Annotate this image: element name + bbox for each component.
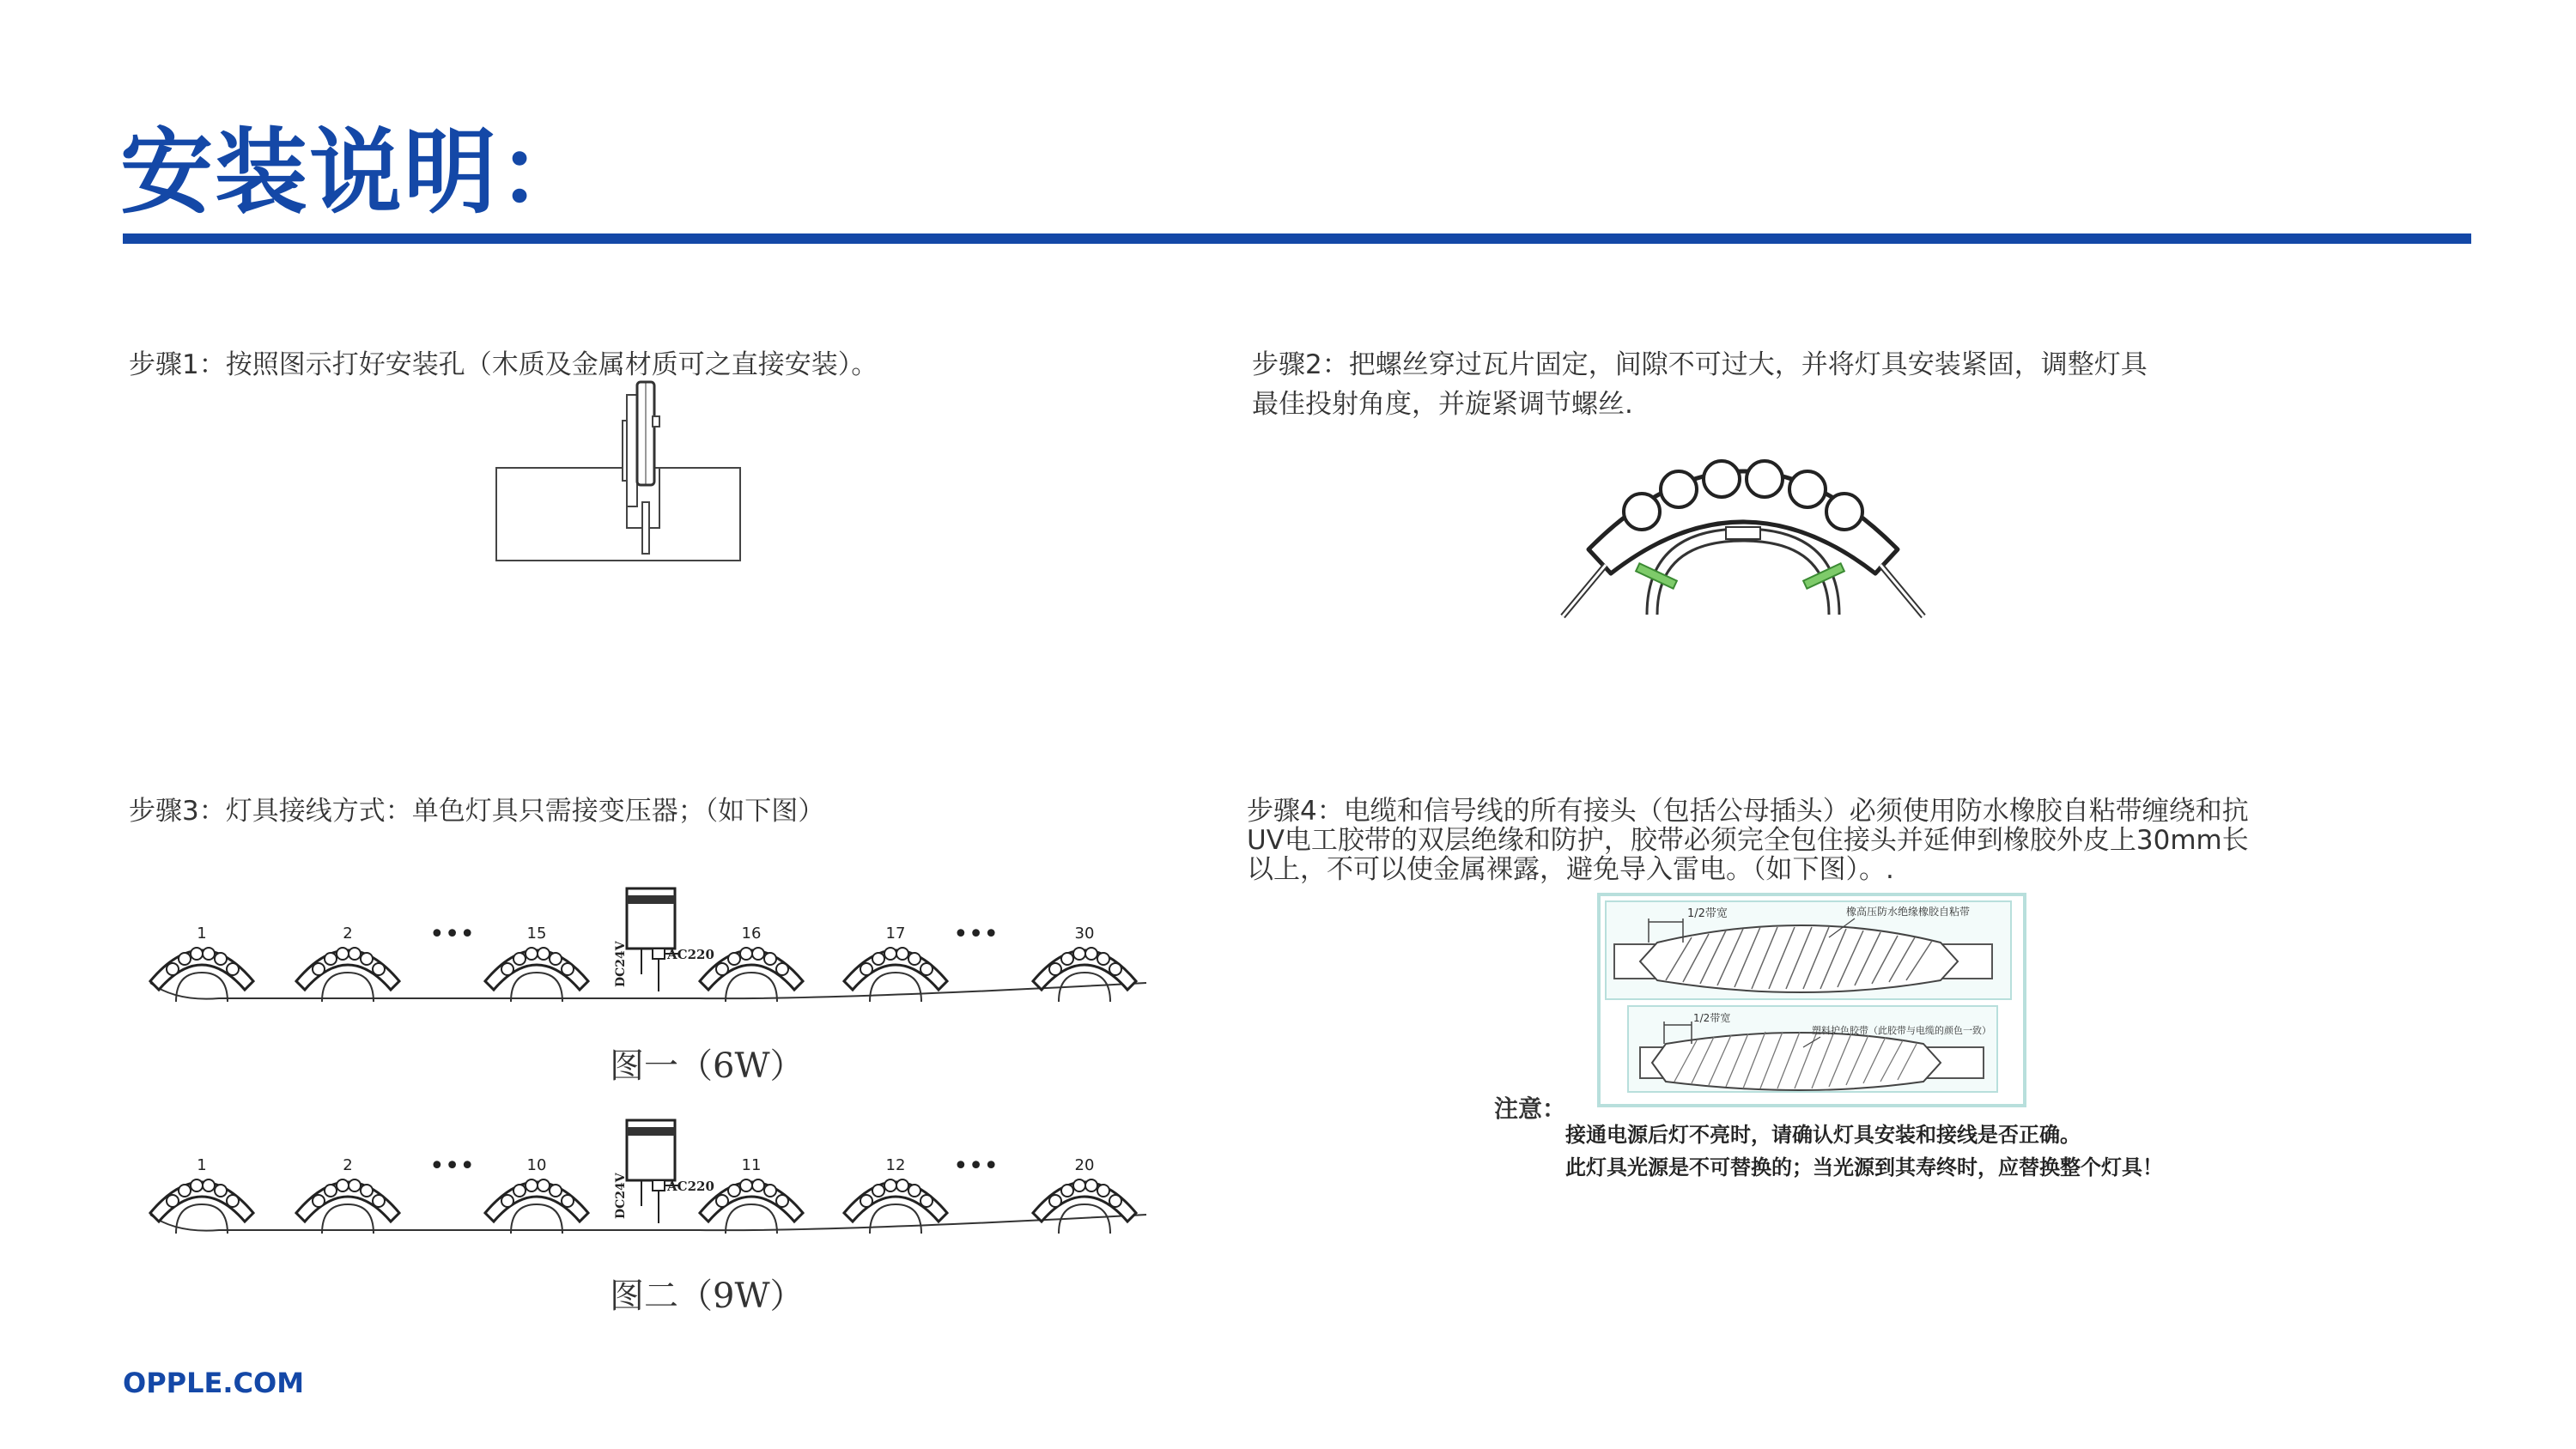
step3-text: 步骤3：灯具接线方式：单色灯具只需接变压器；（如下图） bbox=[129, 796, 825, 827]
bottom-width-label: 1/2带宽 bbox=[1693, 1012, 1731, 1024]
led-fixture bbox=[1033, 1179, 1136, 1234]
note-line-2: 此灯具光源是不可替换的；当光源到其寿终时，应替换整个灯具！ bbox=[1565, 1155, 2163, 1179]
fixture-number-label: 15 bbox=[526, 925, 547, 943]
title-divider bbox=[123, 233, 2471, 244]
notes-label: 注意： bbox=[1494, 1094, 1567, 1123]
step4-text-line1: 步骤4：电缆和信号线的所有接头（包括公母插头）必须使用防水橡胶自粘带缠绕和抗 bbox=[1247, 796, 2249, 827]
wiring-diagram-6w bbox=[142, 888, 1155, 1017]
led-fixture bbox=[1033, 948, 1136, 1002]
led-fixture bbox=[296, 948, 399, 1002]
ellipsis-right: ••• bbox=[953, 919, 999, 949]
fixture-number-label: 12 bbox=[885, 1156, 906, 1174]
ellipsis-left: ••• bbox=[429, 919, 476, 949]
fixture-number-label: 2 bbox=[343, 1156, 353, 1174]
led-fixture bbox=[700, 948, 803, 1002]
led-fixture bbox=[485, 948, 588, 1002]
led-fixture bbox=[700, 1179, 803, 1234]
note-line-1: 接通电源后灯不亮时，请确认灯具安装和接线是否正确。 bbox=[1565, 1123, 2081, 1147]
page-title: 安装说明： bbox=[120, 119, 593, 227]
bottom-tape-label: 塑料护色胶带（此胶带与电缆的颜色一致） bbox=[1812, 1025, 1991, 1036]
ac-label: AC220 bbox=[667, 947, 714, 962]
step2-text-line1: 步骤2：把螺丝穿过瓦片固定，间隙不可过大，并将灯具安装紧固，调整灯具 bbox=[1252, 349, 2148, 380]
ellipsis-left: ••• bbox=[429, 1151, 476, 1181]
fixture-number-label: 17 bbox=[885, 925, 906, 943]
fixture-number-label: 11 bbox=[741, 1156, 762, 1174]
fixture-number-label: 2 bbox=[343, 925, 353, 943]
led-fixture bbox=[150, 948, 253, 1002]
step2-text-line2: 最佳投射角度，并旋紧调节螺丝. bbox=[1252, 389, 1633, 420]
figure2-caption: 图二（9W） bbox=[610, 1276, 805, 1316]
figure1-caption: 图一（6W） bbox=[610, 1046, 805, 1086]
fixture-number-label: 10 bbox=[526, 1156, 547, 1174]
step4-text-line2: UV电工胶带的双层绝缘和防护，胶带必须完全包住接头并延伸到橡胶外皮上30mm长 bbox=[1247, 825, 2249, 856]
step2-illustration bbox=[1546, 445, 1941, 629]
fixture-number-label: 30 bbox=[1074, 925, 1095, 943]
led-fixture bbox=[485, 1179, 588, 1234]
step1-illustration bbox=[489, 382, 747, 562]
tape-wrapping-diagram bbox=[1597, 893, 2026, 1107]
fixture-number-label: 1 bbox=[197, 1156, 207, 1174]
fixture-number-label: 1 bbox=[197, 925, 207, 943]
led-fixture bbox=[296, 1179, 399, 1234]
footer-brand: OPPLE.COM bbox=[123, 1367, 305, 1399]
ellipsis-right: ••• bbox=[953, 1151, 999, 1181]
top-tape-label: 橡高压防水绝缘橡胶自粘带 bbox=[1846, 906, 1971, 918]
fixture-number-label: 16 bbox=[741, 925, 762, 943]
step1-text: 步骤1：按照图示打好安装孔（木质及金属材质可之直接安装）。 bbox=[129, 349, 878, 380]
transformer bbox=[627, 1120, 678, 1223]
transformer bbox=[627, 888, 678, 991]
led-fixture bbox=[150, 1179, 253, 1234]
fixture-number-label: 20 bbox=[1074, 1156, 1095, 1174]
ac-label: AC220 bbox=[667, 1179, 714, 1194]
wiring-diagram-9w bbox=[142, 1120, 1155, 1249]
step4-text-line3: 以上，不可以使金属裸露，避免导入雷电。（如下图）。. bbox=[1247, 854, 1894, 885]
dc-label: DC24V bbox=[614, 941, 628, 987]
dc-label: DC24V bbox=[614, 1173, 628, 1219]
top-width-label: 1/2带宽 bbox=[1687, 907, 1728, 920]
